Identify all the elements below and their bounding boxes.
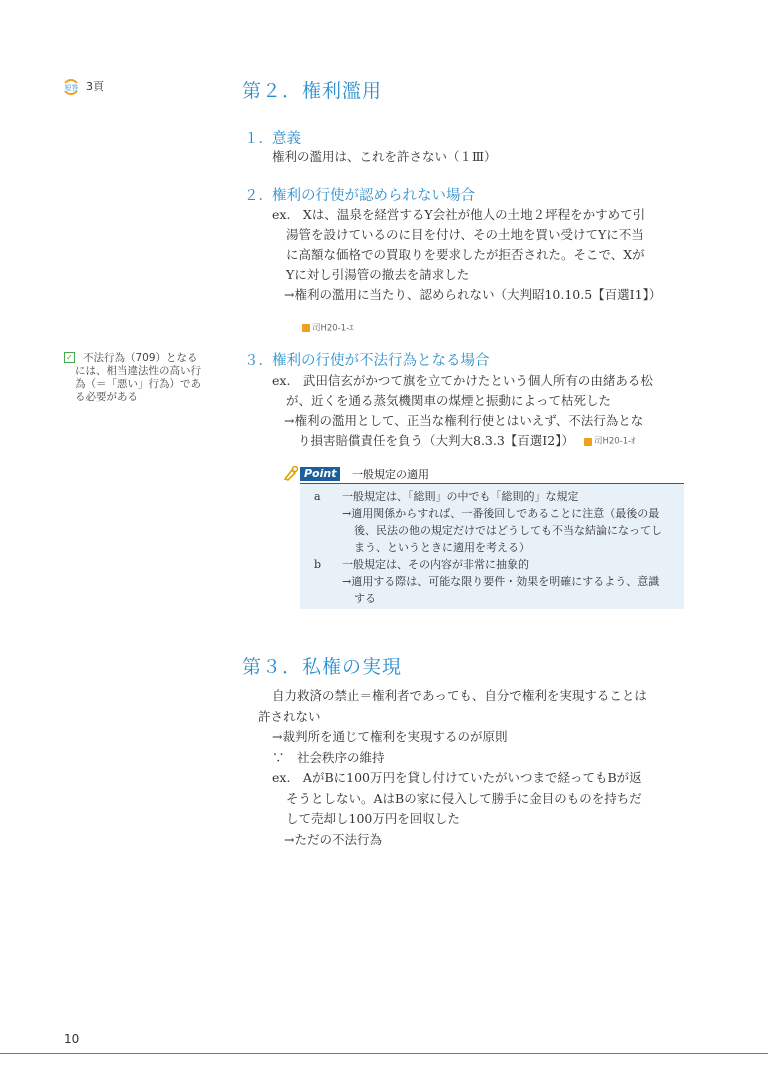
exam-tag-icon	[302, 324, 310, 332]
checkbox-icon: ✓	[64, 352, 75, 363]
example-block: ex. Xは、温泉を経営するY会社が他人の土地２坪程をかすめて引 湯管を設けているのに目を付け、その土地を買い受けてYに不当 に高額な価格での買取りを要求したが拒否された。そこで、Xが Yに対し引湯管の撤去を請求した →権利の濫用に当たり、認められない（大判昭10.10.5【百選Ⅰ1】）	[272, 207, 662, 302]
subsection-heading: ２．権利の行使が認められない場合	[244, 188, 475, 204]
subsection-heading: ３．権利の行使が不法行為となる場合	[244, 353, 490, 369]
section-title: 第３．私権の実現	[242, 656, 403, 678]
point-content: a 一般規定は、「総則」の中でも「総則的」な規定 →適用関係からすれば、一番後回しであることに注意（最後の最 後、民法の他の規定だけではどうしても不当な結論になってし まう、というときに適用を考える） b 一般規定は、その内容が非常に抽象的 →適用する際は、可能な限り要件・効果を明確にするよう、意識 する	[314, 490, 662, 605]
point-label: Point	[300, 467, 340, 481]
svg-text:短答: 短答	[64, 84, 79, 92]
exam-ref-tag: 司H20-1-ｴ	[302, 317, 354, 336]
paragraph-block: 自力救済の禁止＝権利者であっても、自分で権利を実現することは 許されない →裁判所を通じて権利を実現するのが原則 ∵ 社会秩序の維持 ex. AがBに100万円を貸し付けていたがいつまで経ってもBが返 そうとしない。AはBの家に侵入して勝手に金目のものを持ちだ して売却し100万円を回収した →ただの不法行為	[258, 688, 647, 847]
margin-note: ✓ 不法行為（709）となる には、相当違法性の高い行 為（＝「悪い」行為）であ る必要がある	[64, 352, 218, 404]
example-block: ex. 武田信玄がかつて旗を立てかけたという個人所有の由緒ある松 が、近くを通る蒸気機関車の煤煙と振動によって枯死した →権利の濫用として、正当な権利行使とはいえず、不法行為とな り損害賠償責任を負う（大判大8.3.3【百選Ⅰ2】） 司H20-1-ｵ	[272, 371, 692, 452]
subsection-heading: １．意義	[244, 131, 301, 147]
footer-rule	[0, 1053, 768, 1054]
exam-ref-tag: 司H20-1-ｵ	[584, 431, 636, 452]
ref-page: 3頁	[86, 80, 104, 93]
exam-tag-icon	[584, 438, 592, 446]
paragraph: 権利の濫用は、これを許さない（１Ⅲ）	[272, 149, 497, 164]
pen-icon	[282, 464, 300, 482]
point-title: 一般規定の適用	[352, 468, 429, 481]
short-answer-ref-icon	[62, 79, 81, 95]
section-title: 第２．権利濫用	[242, 80, 383, 102]
page-number: 10	[64, 1032, 80, 1046]
